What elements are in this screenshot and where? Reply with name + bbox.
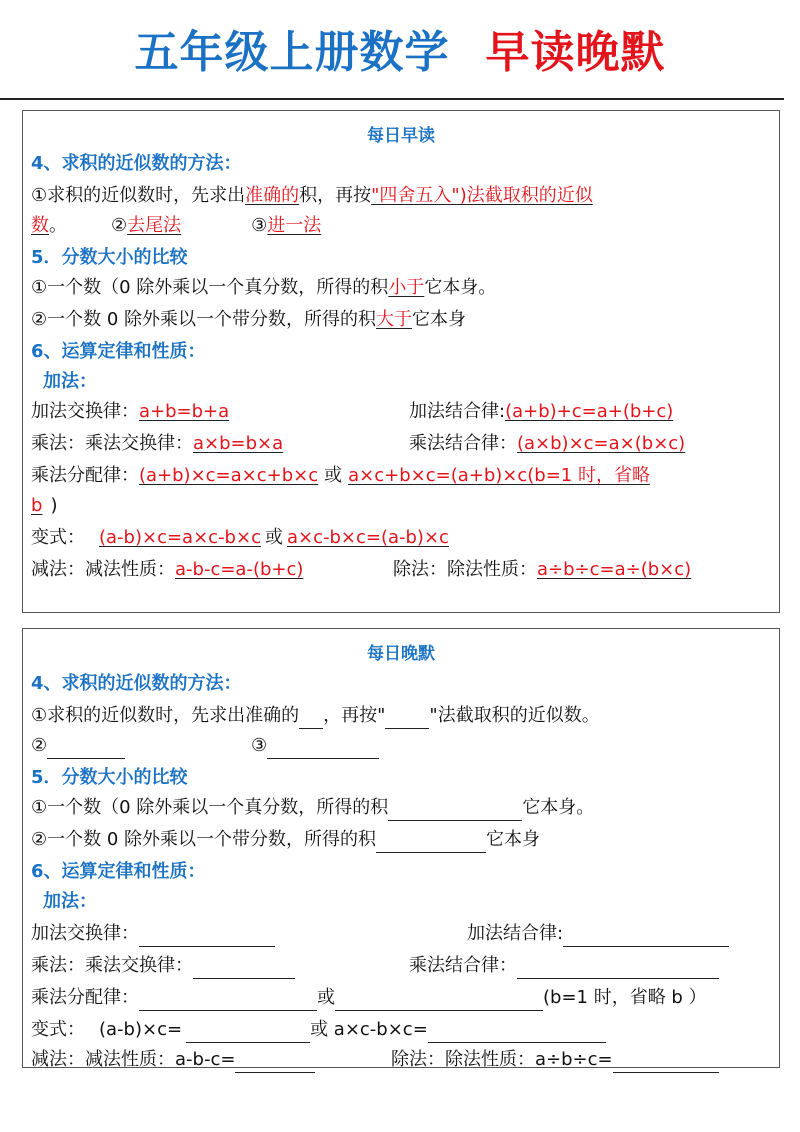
morning-heading-4: 4、求积的近似数的方法： — [31, 153, 242, 174]
blank-method-3[interactable] — [267, 739, 379, 759]
blank-add-commutative[interactable] — [139, 927, 275, 947]
evening-rule-1-right: 加法结合律: — [467, 921, 729, 947]
answer-round-down: 去尾法 — [127, 215, 182, 236]
morning-title: 每日早读 — [367, 126, 435, 146]
answer-less-than: 小于 — [388, 277, 425, 298]
blank-variant-1[interactable] — [186, 1023, 310, 1043]
evening-line-2-left: ② — [31, 733, 125, 759]
answer-rounding: "四舍五入")法截取积的近似 — [371, 185, 593, 206]
header-subtitle: 早读晚默 — [485, 27, 666, 78]
morning-rule-1-left: 加法交换律：a+b=b+a — [31, 401, 230, 422]
evening-line-1: ①求积的近似数时，先求出准确的 ，再按" "法截取积的近似数。 — [31, 703, 600, 729]
morning-rule-2-right: 乘法结合律：(a×b)×c=a×(b×c) — [409, 433, 686, 454]
blank-division[interactable] — [613, 1053, 719, 1073]
blank-less-than[interactable] — [388, 801, 522, 821]
blank-subtraction[interactable] — [235, 1053, 315, 1073]
evening-line-3: ①一个数（0 除外乘以一个真分数，所得的积 它本身。 — [31, 795, 594, 821]
morning-line-2: 数。 ②去尾法 ③进一法 — [31, 215, 322, 236]
blank-add-associative[interactable] — [563, 927, 729, 947]
morning-line-3: ①一个数（0 除外乘以一个真分数，所得的积小于它本身。 — [31, 277, 497, 298]
blank-distributive-reverse[interactable] — [335, 991, 543, 1011]
blank-mul-commutative[interactable] — [193, 959, 295, 979]
evening-rule-1-left: 加法交换律： — [31, 921, 275, 947]
evening-title: 每日晚默 — [367, 644, 435, 664]
evening-rule-5-left: 减法：减法性质：a-b-c= — [31, 1047, 315, 1073]
evening-rule-5-right: 除法：除法性质：a÷b÷c= — [391, 1047, 719, 1073]
answer-round-up: 进一法 — [267, 215, 322, 236]
evening-rule-3: 乘法分配律： 或 (b=1 时，省略 b ） — [31, 985, 707, 1011]
morning-heading-5: 5．分数大小的比较 — [31, 247, 188, 268]
evening-heading-6: 6、运算定律和性质： — [31, 861, 206, 882]
answer-greater-than: 大于 — [376, 309, 413, 330]
morning-heading-6: 6、运算定律和性质： — [31, 341, 206, 362]
evening-heading-4: 4、求积的近似数的方法： — [31, 673, 242, 694]
evening-rule-2-left: 乘法：乘法交换律： — [31, 953, 295, 979]
morning-line-1: ①求积的近似数时，先求出准确的积，再按"四舍五入")法截取积的近似 — [31, 185, 593, 206]
morning-rule-6-left: 减法：减法性质：a-b-c=a-(b+c) — [31, 559, 304, 580]
answer-accurate: 准确的 — [245, 185, 300, 206]
morning-rule-6-right: 除法：除法性质：a÷b÷c=a÷(b×c) — [393, 559, 692, 580]
morning-rule-1-right: 加法结合律:(a+b)+c=a+(b+c) — [409, 401, 674, 422]
evening-line-2-right: ③ — [251, 733, 379, 759]
blank-distributive[interactable] — [139, 991, 317, 1011]
evening-line-4: ②一个数 0 除外乘以一个带分数，所得的积 它本身 — [31, 827, 540, 853]
evening-addition-label: 加法： — [43, 891, 97, 912]
header-divider — [0, 98, 784, 100]
page-header — [0, 18, 800, 88]
evening-rule-4: 变式： (a-b)×c= 或 a×c-b×c= — [31, 1017, 606, 1043]
morning-rule-2-left: 乘法：乘法交换律：a×b=b×a — [31, 433, 284, 454]
evening-rule-2-right: 乘法结合律： — [409, 953, 719, 979]
blank-greater-than[interactable] — [376, 833, 486, 853]
evening-heading-5: 5．分数大小的比较 — [31, 767, 188, 788]
morning-rule-4: b ) — [31, 495, 58, 516]
header-title: 五年级上册数学 — [134, 27, 450, 78]
morning-addition-label: 加法： — [43, 371, 97, 392]
evening-dictation-panel — [22, 628, 780, 1068]
morning-line-4: ②一个数 0 除外乘以一个带分数，所得的积大于它本身 — [31, 309, 467, 330]
morning-rule-3: 乘法分配律：(a+b)×c=a×c+b×c 或 a×c+b×c=(a+b)×c(b=1 时，省略 — [31, 465, 650, 486]
blank-accurate[interactable] — [299, 709, 323, 729]
morning-rule-5: 变式： (a-b)×c=a×c-b×c 或 a×c-b×c=(a-b)×c — [31, 527, 449, 548]
morning-reading-panel — [22, 110, 780, 613]
blank-mul-associative[interactable] — [517, 959, 719, 979]
blank-variant-2[interactable] — [428, 1023, 606, 1043]
blank-method-2[interactable] — [47, 739, 125, 759]
blank-rounding[interactable] — [385, 709, 429, 729]
